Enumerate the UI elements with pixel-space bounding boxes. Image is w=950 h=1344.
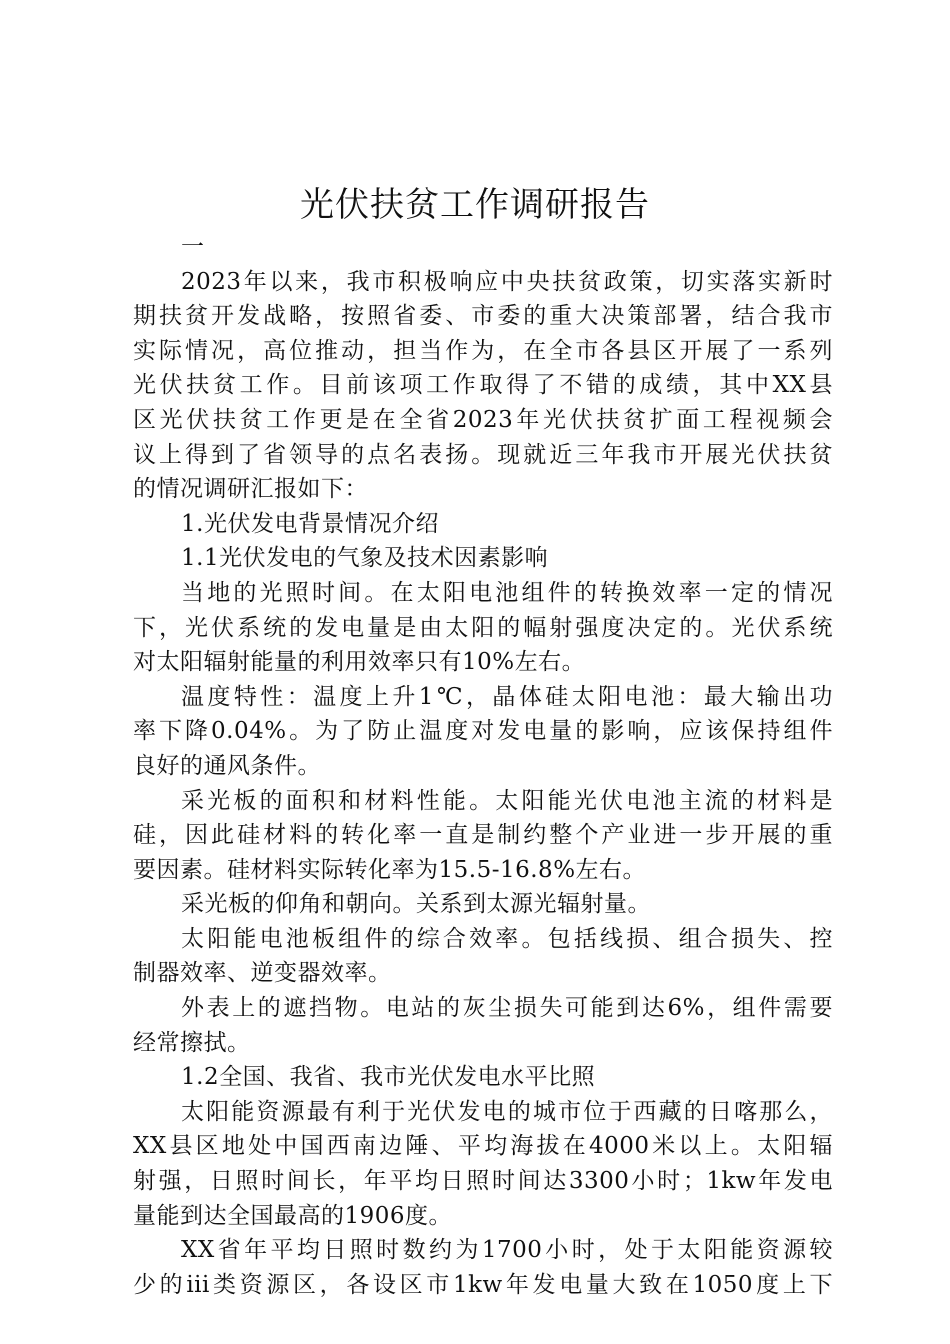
text-line: 太阳能资源最有利于光伏发电的城市位于西藏的日喀那么， — [181, 1098, 833, 1125]
text-line: 硅，因此硅材料的转化率一直是制约整个产业进一步开展的重 — [133, 822, 833, 849]
text-line: 少的iii类资源区，各设区市1kw年发电量大致在1050度上下 — [133, 1271, 833, 1298]
text-line: 的情况调研汇报如下： — [133, 476, 368, 503]
document-body — [133, 230, 833, 1302]
text-line: 温度特性：温度上升1℃，晶体硅太阳电池：最大输出功 — [181, 683, 833, 710]
text-line: 1.光伏发电背景情况介绍 — [181, 510, 439, 537]
text-line: 经常擦拭。 — [133, 1029, 251, 1056]
text-line: 1.2全国、我省、我市光伏发电水平比照 — [181, 1064, 596, 1091]
text-line: 一 — [181, 234, 205, 260]
text-line: 下，光伏系统的发电量是由太阳的幅射强度决定的。光伏系统 — [133, 614, 833, 641]
text-line: 采光板的仰角和朝向。关系到太源光辐射量。 — [181, 891, 651, 918]
text-line: 2023年以来，我市积极响应中央扶贫政策，切实落实新时 — [181, 268, 833, 295]
text-line: 外表上的遮挡物。电站的灰尘损失可能到达6%，组件需要 — [181, 995, 833, 1022]
text-line: 良好的通风条件。 — [133, 752, 321, 779]
text-line: 当地的光照时间。在太阳电池组件的转换效率一定的情况 — [181, 579, 833, 606]
text-line: XX县区地处中国西南边陲、平均海拔在4000米以上。太阳辐 — [133, 1133, 833, 1160]
text-line: 实际情况，高位推动，担当作为，在全市各县区开展了一系列 — [133, 337, 833, 364]
text-line: 对太阳辐射能量的利用效率只有10%左右。 — [133, 649, 586, 676]
text-line: 制器效率、逆变器效率。 — [133, 960, 392, 987]
text-line: 太阳能电池板组件的综合效率。包括线损、组合损失、控 — [181, 925, 833, 952]
text-line: 1.1光伏发电的气象及技术因素影响 — [181, 545, 549, 572]
text-line: 采光板的面积和材料性能。太阳能光伏电池主流的材料是 — [181, 787, 833, 814]
text-line: 期扶贫开发战略，按照省委、市委的重大决策部署，结合我市 — [133, 303, 833, 330]
text-line: 区光伏扶贫工作更是在全省2023年光伏扶贫扩面工程视频会 — [133, 406, 833, 433]
text-line: 议上得到了省领导的点名表扬。现就近三年我市开展光伏扶贫 — [133, 441, 833, 468]
text-line: XX省年平均日照时数约为1700小时，处于太阳能资源较 — [181, 1237, 833, 1264]
text-line: 要因素。硅材料实际转化率为15.5-16.8%左右。 — [133, 856, 647, 883]
document-title: 光伏扶贫工作调研报告 — [300, 185, 650, 225]
text-line: 射强，日照时间长，年平均日照时间达3300小时；1kw年发电 — [133, 1168, 833, 1195]
text-line: 量能到达全国最高的1906度。 — [133, 1202, 453, 1229]
text-line: 率下降0.04%。为了防止温度对发电量的影响，应该保持组件 — [133, 718, 833, 745]
text-line: 光伏扶贫工作。目前该项工作取得了不错的成绩，其中XX县 — [133, 372, 833, 399]
